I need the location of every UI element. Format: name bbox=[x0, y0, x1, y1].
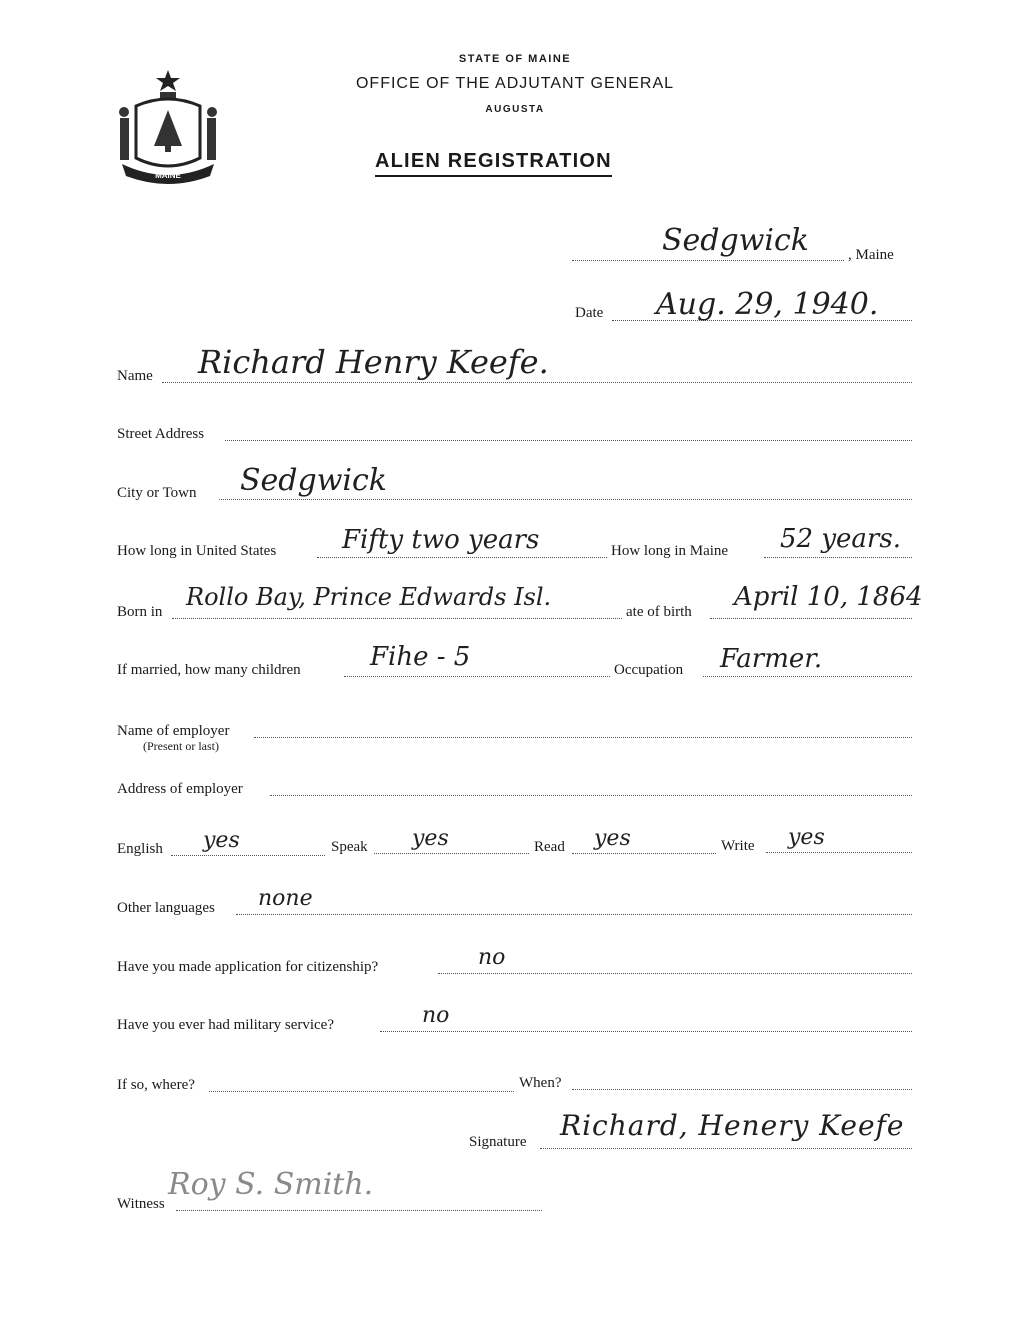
english-value: yes bbox=[203, 828, 240, 853]
seal-label: MAINE bbox=[155, 171, 181, 180]
signature-value: Richard, Henery Keefe bbox=[560, 1109, 905, 1142]
military-label: Have you ever had military service? bbox=[117, 1017, 334, 1033]
header-office: OFFICE OF THE ADJUTANT GENERAL bbox=[355, 75, 675, 92]
military-dotted-line bbox=[380, 1031, 912, 1032]
read-label: Read bbox=[534, 839, 565, 855]
witness-label: Witness bbox=[117, 1196, 165, 1212]
name-dotted-line bbox=[162, 382, 912, 383]
street-address-label: Street Address bbox=[117, 426, 205, 442]
employer-address-dotted-line bbox=[270, 795, 912, 796]
children-value: Fihe - 5 bbox=[370, 642, 471, 672]
header-state: STATE OF MAINE bbox=[458, 53, 572, 65]
maine-state-seal-icon bbox=[114, 66, 222, 188]
how-long-us-label: How long in United States bbox=[117, 543, 277, 559]
other-languages-value: none bbox=[258, 886, 313, 911]
witness-value: Roy S. Smith. bbox=[168, 1167, 374, 1202]
other-languages-dotted-line bbox=[236, 914, 912, 915]
city-label: City or Town bbox=[117, 485, 197, 501]
read-dotted-line bbox=[572, 853, 716, 854]
occupation-label: Occupation bbox=[614, 662, 684, 678]
employer-name-dotted-line bbox=[254, 737, 912, 738]
where-dotted-line bbox=[209, 1091, 514, 1092]
city-dotted-line bbox=[219, 499, 912, 500]
date-of-birth-dotted-line bbox=[710, 618, 912, 619]
citizenship-value: no bbox=[478, 945, 506, 970]
employer-name-label: Name of employer bbox=[117, 723, 230, 739]
when-label: When? bbox=[519, 1075, 562, 1091]
how-long-us-dotted-line bbox=[317, 557, 607, 558]
date-of-birth-value: April 10, 1864 bbox=[734, 582, 923, 612]
how-long-maine-value: 52 years. bbox=[780, 524, 901, 554]
street-dotted-line bbox=[225, 440, 912, 441]
married-children-label: If married, how many children bbox=[117, 662, 301, 678]
write-label: Write bbox=[721, 838, 755, 854]
how-long-us-value: Fifty two years bbox=[342, 525, 540, 555]
write-value: yes bbox=[788, 825, 825, 850]
speak-label: Speak bbox=[331, 839, 368, 855]
military-value: no bbox=[422, 1003, 450, 1028]
children-dotted-line bbox=[344, 676, 610, 677]
english-dotted-line bbox=[171, 855, 325, 856]
town-dotted-line bbox=[572, 260, 844, 261]
employer-note: (Present or last) bbox=[143, 739, 219, 753]
witness-dotted-line bbox=[176, 1210, 542, 1211]
other-languages-label: Other languages bbox=[117, 900, 215, 916]
occupation-dotted-line bbox=[703, 676, 912, 677]
maine-label: , Maine bbox=[848, 247, 894, 263]
speak-dotted-line bbox=[374, 853, 529, 854]
citizenship-dotted-line bbox=[438, 973, 912, 974]
how-long-maine-dotted-line bbox=[764, 557, 912, 558]
date-value: Aug. 29, 1940. bbox=[656, 287, 879, 322]
speak-value: yes bbox=[412, 826, 449, 851]
born-in-dotted-line bbox=[172, 618, 622, 619]
date-label: Date bbox=[575, 305, 604, 321]
town-value: Sedgwick bbox=[662, 223, 809, 258]
employer-address-label: Address of employer bbox=[117, 781, 243, 797]
date-of-birth-label: ate of birth bbox=[626, 604, 692, 620]
header-city: AUGUSTA bbox=[485, 104, 545, 115]
born-in-value: Rollo Bay, Prince Edwards Isl. bbox=[186, 583, 552, 611]
born-in-label: Born in bbox=[117, 604, 163, 620]
citizenship-label: Have you made application for citizenship? bbox=[117, 959, 379, 975]
seal-graphic bbox=[114, 66, 222, 188]
if-so-where-label: If so, where? bbox=[117, 1077, 195, 1093]
when-dotted-line bbox=[572, 1089, 912, 1090]
write-dotted-line bbox=[766, 852, 912, 853]
english-label: English bbox=[117, 841, 163, 857]
city-value: Sedgwick bbox=[240, 463, 387, 498]
signature-dotted-line bbox=[540, 1148, 912, 1149]
name-value: Richard Henry Keefe. bbox=[198, 343, 549, 381]
form-title: ALIEN REGISTRATION bbox=[375, 150, 612, 177]
name-label: Name bbox=[117, 368, 153, 384]
read-value: yes bbox=[594, 826, 631, 851]
signature-label: Signature bbox=[469, 1134, 527, 1150]
occupation-value: Farmer. bbox=[720, 644, 823, 674]
how-long-maine-label: How long in Maine bbox=[611, 543, 729, 559]
